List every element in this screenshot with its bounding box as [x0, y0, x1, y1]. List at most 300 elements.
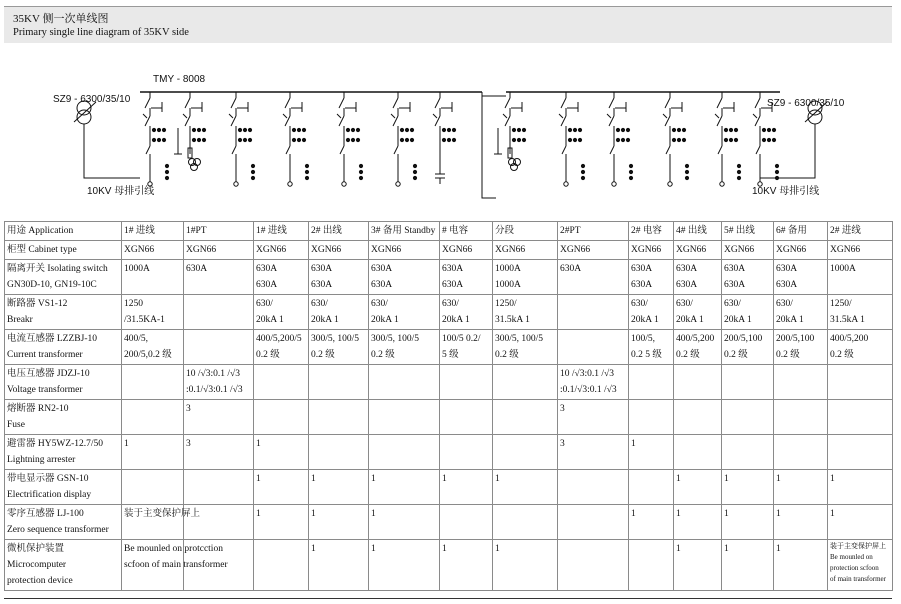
table-cell: [369, 365, 440, 400]
cell-line: 1250: [124, 299, 143, 309]
ct-symbol: [400, 128, 403, 131]
table-cell: [774, 540, 828, 591]
table-cell: [493, 400, 558, 435]
table-cell: [828, 470, 893, 505]
disconnector-symbol: [231, 98, 236, 108]
row-header-line: Lightning arrester: [7, 455, 76, 465]
table-cell: [674, 435, 722, 470]
cell-line: 1: [776, 474, 781, 484]
earth-switch-symbol: [756, 146, 760, 154]
table-row: [5, 365, 893, 400]
cell-line: 1: [724, 509, 729, 519]
ct-symbol: [616, 128, 619, 131]
ct-symbol: [192, 138, 195, 141]
table-cell: [184, 295, 254, 330]
cell-line: scfoon of main transformer: [124, 560, 228, 570]
table-cell: [493, 540, 558, 591]
table-cell: [309, 435, 369, 470]
table-cell: [558, 505, 629, 540]
table-cell: [674, 241, 722, 260]
table-row: [5, 540, 893, 591]
table-cell: [558, 241, 629, 260]
cell-line: 0.2 级: [830, 350, 854, 360]
cell-line: protection scfoon: [830, 564, 879, 572]
row-header-line: Zero sequence transformer: [7, 525, 109, 535]
cell-line: 630A: [776, 264, 798, 274]
cell-line: 630A: [724, 280, 746, 290]
table-cell: [722, 400, 774, 435]
cell-line: 200/5,100: [776, 334, 815, 344]
cell-line: 1: [371, 544, 376, 554]
table-cell: [674, 295, 722, 330]
row-header-line: 熔断器 RN2-10: [7, 404, 69, 414]
row-header-line: GN30D-10, GN19-10C: [7, 280, 97, 290]
ct-symbol: [724, 138, 727, 141]
table-cell: [440, 241, 493, 260]
ct-symbol: [346, 128, 349, 131]
table-cell: [828, 435, 893, 470]
ct-symbol: [616, 138, 619, 141]
cell-line: 20kA 1: [442, 315, 470, 325]
cell-line: 630/: [371, 299, 388, 309]
cable-end-symbol: [668, 182, 672, 186]
cell-line: 装于主变保护屏上: [124, 509, 201, 519]
table-cell: [184, 400, 254, 435]
cell-line: 630A: [256, 264, 278, 274]
cell-line: XGN66: [442, 245, 473, 255]
table-cell: [369, 435, 440, 470]
cell-line: 630A: [442, 264, 464, 274]
disconnector-symbol: [665, 98, 670, 108]
table-cell: [722, 330, 774, 365]
ct-symbol: [442, 128, 445, 131]
cell-line: :0.1/√3:0.1 /√3: [186, 385, 243, 395]
cell-line: 630A: [724, 264, 746, 274]
cell-line: 分段: [495, 226, 515, 236]
table-cell: [184, 241, 254, 260]
cell-line: 3# 备用 Standby: [371, 226, 436, 236]
table-cell: [774, 435, 828, 470]
disconnector-symbol: [609, 98, 614, 108]
table-cell: [774, 260, 828, 295]
cell-line: 4# 出线: [676, 226, 707, 236]
table-cell: [722, 470, 774, 505]
bottom-rule: [4, 598, 892, 599]
table-cell: [774, 400, 828, 435]
table-cell: [184, 330, 254, 365]
cell-line: 1# 进线: [256, 226, 287, 236]
table-cell: [309, 330, 369, 365]
cell-line: Be mounled on: [830, 553, 873, 561]
table-cell: [254, 295, 309, 330]
cell-line: 20kA 1: [776, 315, 804, 325]
cell-line: 1250/: [495, 299, 517, 309]
table-cell: [254, 260, 309, 295]
cell-line: 630A: [560, 264, 582, 274]
table-cell: [493, 260, 558, 295]
cell-line: 630A: [256, 280, 278, 290]
row-header-line: 避雷器 HY5WZ-12.7/50: [7, 439, 104, 449]
cell-line: 1250/: [830, 299, 852, 309]
table-cell: [558, 295, 629, 330]
table-cell: [774, 470, 828, 505]
cell-line: 1: [442, 544, 447, 554]
earth-switch-symbol: [718, 146, 722, 154]
cell-line: 630/: [442, 299, 459, 309]
disconnector-symbol: [339, 98, 344, 108]
feeder-bay: [143, 92, 169, 186]
ct-symbol: [346, 138, 349, 141]
ct-symbol: [568, 128, 571, 131]
cable-end-symbol: [234, 182, 238, 186]
cell-line: 400/5,200/5: [256, 334, 302, 344]
table-cell: [309, 470, 369, 505]
cell-line: 1: [776, 509, 781, 519]
cell-line: XGN66: [256, 245, 287, 255]
table-cell: [722, 540, 774, 591]
ct-symbol: [762, 128, 765, 131]
cell-line: 1: [676, 474, 681, 484]
feeder-bay: [229, 92, 255, 186]
feeder-bay: [663, 92, 689, 186]
disconnector-symbol: [505, 98, 510, 108]
table-row: [5, 295, 893, 330]
bus-tap-right-label: 10KV 母排引线: [752, 186, 820, 197]
table-cell: [254, 241, 309, 260]
cell-line: 400/5,200: [830, 334, 869, 344]
table-cell: [828, 241, 893, 260]
table-cell: [440, 540, 493, 591]
table-cell: [629, 260, 674, 295]
table-cell: [558, 330, 629, 365]
table-cell: [369, 222, 440, 241]
table-cell: [828, 365, 893, 400]
table-cell: [674, 505, 722, 540]
table-cell: [828, 295, 893, 330]
table-cell: [369, 260, 440, 295]
table-cell: [254, 470, 309, 505]
feeder-bay: [391, 92, 417, 186]
table-cell: [440, 295, 493, 330]
cell-line: 1000A: [830, 264, 856, 274]
display-symbol: [685, 164, 688, 167]
table-cell: [722, 505, 774, 540]
row-header: [5, 330, 122, 365]
cell-line: 1: [724, 544, 729, 554]
table-cell: [440, 505, 493, 540]
table-cell: [629, 222, 674, 241]
table-row: [5, 400, 893, 435]
cell-line: 1: [676, 544, 681, 554]
table-cell: [629, 505, 674, 540]
row-header: [5, 295, 122, 330]
cell-line: of main transformer: [830, 575, 886, 583]
table-cell: [493, 241, 558, 260]
ct-symbol: [442, 138, 445, 141]
breaker-symbol: [393, 116, 398, 126]
cell-line: 3: [560, 404, 565, 414]
table-cell: [828, 400, 893, 435]
earth-switch-symbol: [340, 146, 344, 154]
cell-line: 20kA 1: [256, 315, 284, 325]
ct-symbol: [152, 138, 155, 141]
display-symbol: [413, 164, 416, 167]
ct-symbol: [292, 128, 295, 131]
ct-symbol: [762, 138, 765, 141]
table-cell: [309, 222, 369, 241]
cell-line: 300/5, 100/5: [371, 334, 420, 344]
transformer-right-label: SZ9 - 6300/35/10: [767, 98, 845, 109]
earth-switch-symbol: [610, 146, 614, 154]
table-cell: [828, 260, 893, 295]
display-symbol: [581, 164, 584, 167]
cable-end-symbol: [396, 182, 400, 186]
table-cell: [558, 260, 629, 295]
cell-line: 300/5, 100/5: [495, 334, 544, 344]
breaker-symbol: [185, 116, 190, 126]
row-header: [5, 540, 122, 591]
table-cell: [774, 222, 828, 241]
table-cell: [493, 470, 558, 505]
cell-line: 100/5 0.2/: [442, 334, 481, 344]
table-cell: [629, 365, 674, 400]
cell-line: 3: [186, 404, 191, 414]
row-header-line: 隔离开关 Isolating switch: [7, 264, 108, 274]
table-cell: [440, 365, 493, 400]
cell-line: XGN66: [371, 245, 402, 255]
cell-line: XGN66: [186, 245, 217, 255]
table-cell: [493, 435, 558, 470]
cell-line: 20kA 1: [724, 315, 752, 325]
breaker-symbol: [435, 116, 440, 126]
row-header: [5, 260, 122, 295]
earth-switch-symbol: [232, 146, 236, 154]
breaker-symbol: [231, 116, 236, 126]
table-cell: [722, 241, 774, 260]
table-row: [5, 435, 893, 470]
cell-line: 1: [676, 509, 681, 519]
row-header: [5, 241, 122, 260]
cell-line: 1#PT: [186, 226, 207, 236]
cell-line: 20kA 1: [631, 315, 659, 325]
table-cell: [722, 365, 774, 400]
cell-line: 1: [631, 439, 636, 449]
display-symbol: [737, 164, 740, 167]
cell-line: 10 /√3:0.1 /√3: [560, 369, 614, 379]
cell-line: 1: [371, 474, 376, 484]
cell-line: 630/: [311, 299, 328, 309]
table-cell: [254, 222, 309, 241]
breaker-symbol: [145, 116, 150, 126]
cell-line: 0.2 级: [724, 350, 748, 360]
cell-line: 630A: [311, 264, 333, 274]
table-cell: [184, 365, 254, 400]
cell-line: # 电容: [442, 226, 469, 236]
table-cell: [828, 505, 893, 540]
cell-line: 1: [830, 509, 835, 519]
table-cell: [774, 330, 828, 365]
table-cell: [309, 241, 369, 260]
breaker-symbol: [339, 116, 344, 126]
table-cell: [122, 241, 184, 260]
cell-line: 630A: [676, 264, 698, 274]
cell-line: XGN66: [124, 245, 155, 255]
cell-line: XGN66: [776, 245, 807, 255]
table-cell: [629, 295, 674, 330]
ct-symbol: [512, 128, 515, 131]
cell-line: 6# 备用: [776, 226, 807, 236]
cell-line: 630A: [371, 264, 393, 274]
table-cell: [309, 295, 369, 330]
table-cell: [122, 260, 184, 295]
cell-line: XGN66: [311, 245, 342, 255]
cell-line: 1: [311, 509, 316, 519]
cell-line: 0.2 5 级: [631, 350, 662, 360]
cell-line: 630/: [631, 299, 648, 309]
ct-symbol: [568, 138, 571, 141]
feeder-bay: [559, 92, 585, 186]
table-cell: [558, 540, 629, 591]
title-cn: 35KV 侧一次单线图: [13, 13, 109, 25]
cable-end-symbol: [564, 182, 568, 186]
row-header: [5, 435, 122, 470]
table-cell: [309, 260, 369, 295]
table-cell: [254, 505, 309, 540]
cell-line: 20kA 1: [311, 315, 339, 325]
cell-line: 630/: [256, 299, 273, 309]
cell-line: 630A: [186, 264, 208, 274]
table-cell: [629, 400, 674, 435]
cell-line: 630A: [631, 264, 653, 274]
cell-line: 1: [256, 509, 261, 519]
cell-line: 1: [256, 474, 261, 484]
display-symbol: [629, 164, 632, 167]
breaker-symbol: [609, 116, 614, 126]
busbar-label: TMY - 8008: [153, 74, 206, 85]
table-cell: [722, 435, 774, 470]
table-cell: [184, 470, 254, 505]
cell-line: XGN66: [830, 245, 861, 255]
cell-line: 2# 电容: [631, 226, 662, 236]
table-cell: [122, 505, 201, 540]
feeder-bay: [607, 92, 633, 186]
ct-symbol: [238, 128, 241, 131]
row-header-line: Voltage transformer: [7, 385, 83, 395]
display-symbol: [775, 164, 778, 167]
table-cell: [309, 540, 369, 591]
table-cell: [629, 435, 674, 470]
table-cell: [493, 365, 558, 400]
row-header-line: 柜型 Cabinet type: [7, 245, 77, 255]
ct-symbol: [152, 128, 155, 131]
table-cell: [828, 330, 893, 365]
cell-line: 1000A: [495, 264, 521, 274]
cell-line: 1000A: [495, 280, 521, 290]
table-cell: [369, 400, 440, 435]
cell-line: 1: [776, 544, 781, 554]
disconnector-symbol: [285, 98, 290, 108]
feeder-bay: [283, 92, 309, 186]
cell-line: 0.2 级: [676, 350, 700, 360]
cable-end-symbol: [342, 182, 346, 186]
disconnector-symbol: [435, 98, 440, 108]
row-header: [5, 222, 122, 241]
disconnector-symbol: [185, 98, 190, 108]
table-cell: [674, 330, 722, 365]
ct-symbol: [238, 138, 241, 141]
table-cell: [184, 222, 254, 241]
table-cell: [722, 260, 774, 295]
cell-line: 31.5kA 1: [830, 315, 865, 325]
table-cell: [440, 260, 493, 295]
ct-symbol: [512, 138, 515, 141]
cell-line: 630/: [724, 299, 741, 309]
table-cell: [674, 260, 722, 295]
bus-tap-left-label: 10KV 母排引线: [87, 186, 155, 197]
row-header: [5, 365, 122, 400]
table-row: [5, 241, 893, 260]
table-cell: [440, 330, 493, 365]
table-cell: [629, 470, 674, 505]
table-row: [5, 222, 893, 241]
row-header-line: Fuse: [7, 420, 25, 430]
table-row: [5, 505, 893, 540]
table-cell: [558, 435, 629, 470]
table-cell: [122, 470, 184, 505]
breaker-symbol: [665, 116, 670, 126]
disconnector-symbol: [561, 98, 566, 108]
row-header-line: protection device: [7, 576, 73, 586]
cell-line: 100/5,: [631, 334, 656, 344]
table-row: [5, 260, 893, 295]
cell-line: 630A: [631, 280, 653, 290]
cell-line: 1: [124, 439, 129, 449]
row-header: [5, 400, 122, 435]
cell-line: 630A: [676, 280, 698, 290]
cell-line: 0.2 级: [256, 350, 280, 360]
cell-line: 2#PT: [560, 226, 581, 236]
cell-line: 630A: [442, 280, 464, 290]
ct-symbol: [724, 128, 727, 131]
cell-line: 3: [560, 439, 565, 449]
cell-line: 630/: [676, 299, 693, 309]
table-cell: [558, 400, 629, 435]
cell-line: 400/5,200: [676, 334, 715, 344]
table-cell: [440, 222, 493, 241]
cell-line: 1: [830, 474, 835, 484]
row-header-line: 微机保护装置: [7, 544, 65, 554]
cell-line: 20kA 1: [676, 315, 704, 325]
cable-end-symbol: [720, 182, 724, 186]
cell-line: 20kA 1: [371, 315, 399, 325]
ct-symbol: [672, 138, 675, 141]
table-cell: [122, 222, 184, 241]
cell-line: 630A: [311, 280, 333, 290]
cell-line: 3: [186, 439, 191, 449]
table-cell: [369, 295, 440, 330]
table-cell: [774, 505, 828, 540]
table-cell: [369, 505, 440, 540]
cell-line: 200/5,0.2 级: [124, 350, 172, 360]
cell-line: 1# 进线: [124, 226, 155, 236]
breaker-symbol: [505, 116, 510, 126]
table-cell: [254, 435, 309, 470]
row-header-line: Current transformer: [7, 350, 83, 360]
table-cell: [493, 505, 558, 540]
row-header-line: Breakr: [7, 315, 33, 325]
table-cell: [629, 540, 674, 591]
table-cell: [674, 400, 722, 435]
